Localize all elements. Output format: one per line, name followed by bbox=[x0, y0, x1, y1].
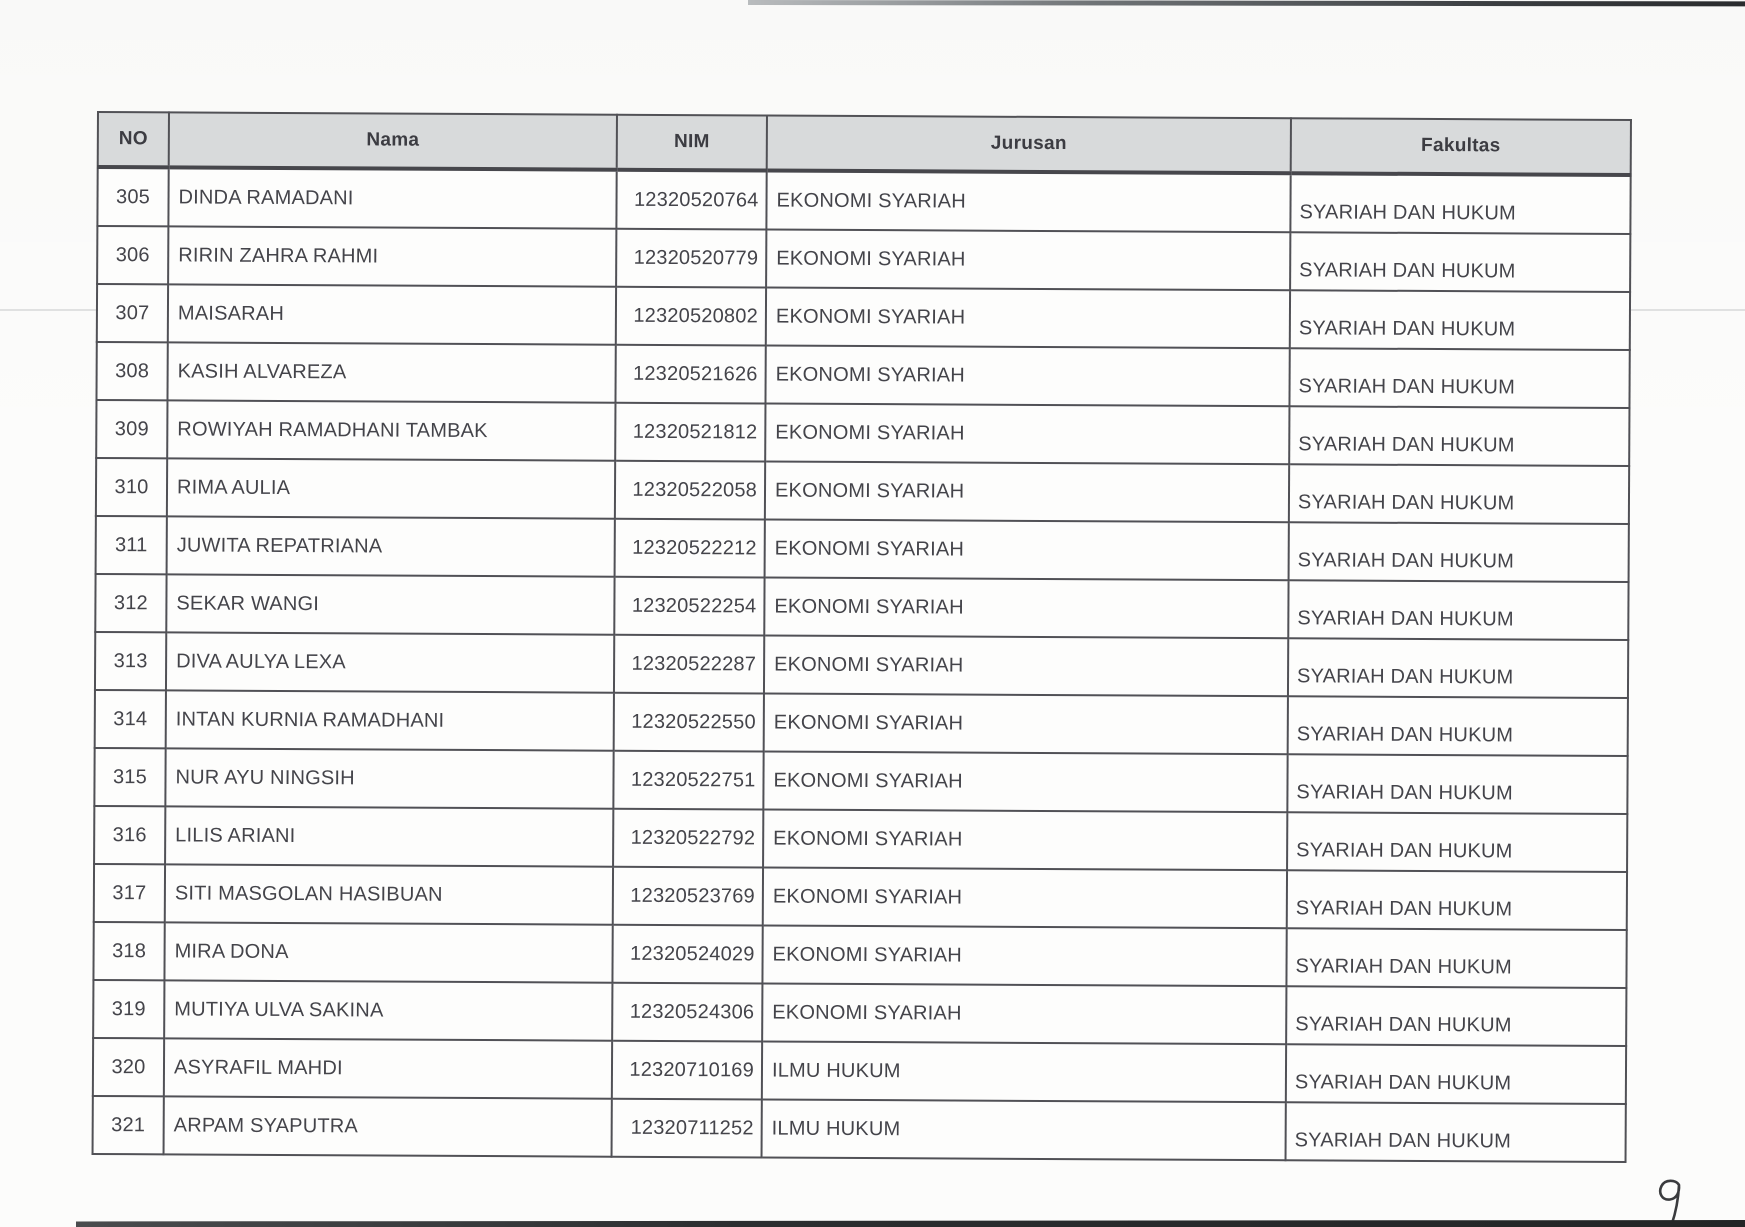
column-header-no: NO bbox=[98, 112, 169, 167]
table-row bbox=[94, 864, 1627, 930]
table-row bbox=[97, 284, 1630, 350]
row-no: 308 bbox=[96, 342, 167, 400]
row-fakultas: SYARIAH DAN HUKUM bbox=[1286, 1102, 1626, 1162]
row-no: 317 bbox=[94, 864, 165, 922]
row-jurusan: EKONOMI SYARIAH bbox=[762, 925, 1286, 986]
row-fakultas: SYARIAH DAN HUKUM bbox=[1288, 580, 1628, 640]
row-fakultas: SYARIAH DAN HUKUM bbox=[1289, 406, 1629, 466]
row-nama: RIMA AULIA bbox=[167, 458, 615, 518]
row-nama: DIVA AULYA LEXA bbox=[166, 632, 614, 692]
table-row bbox=[93, 1096, 1626, 1162]
row-jurusan: EKONOMI SYARIAH bbox=[765, 346, 1289, 407]
table-row bbox=[93, 1038, 1626, 1104]
row-jurusan: ILMU HUKUM bbox=[762, 1041, 1286, 1102]
row-fakultas: SYARIAH DAN HUKUM bbox=[1290, 173, 1630, 234]
row-nama: MAISARAH bbox=[168, 284, 616, 344]
column-header-nama: Nama bbox=[169, 112, 617, 169]
column-header-nim: NIM bbox=[617, 115, 767, 171]
row-jurusan: EKONOMI SYARIAH bbox=[763, 867, 1287, 928]
row-nim: 12320522212 bbox=[615, 519, 765, 578]
row-no: 315 bbox=[94, 748, 165, 806]
row-fakultas: SYARIAH DAN HUKUM bbox=[1289, 348, 1629, 408]
table-row bbox=[94, 748, 1627, 814]
row-fakultas: SYARIAH DAN HUKUM bbox=[1287, 754, 1627, 814]
row-fakultas: SYARIAH DAN HUKUM bbox=[1288, 638, 1628, 698]
row-no: 316 bbox=[94, 806, 165, 864]
row-fakultas: SYARIAH DAN HUKUM bbox=[1287, 812, 1627, 872]
row-nim: 12320520802 bbox=[616, 287, 766, 346]
table-row bbox=[96, 516, 1629, 582]
row-nim: 12320520764 bbox=[616, 170, 766, 230]
row-jurusan: EKONOMI SYARIAH bbox=[766, 288, 1290, 349]
table-row bbox=[93, 922, 1626, 988]
row-nama: RIRIN ZAHRA RAHMI bbox=[168, 226, 616, 286]
table-row bbox=[93, 980, 1626, 1046]
row-jurusan: EKONOMI SYARIAH bbox=[762, 983, 1286, 1044]
row-jurusan: EKONOMI SYARIAH bbox=[764, 578, 1288, 639]
table-row bbox=[96, 342, 1629, 408]
row-nim: 12320522792 bbox=[613, 809, 763, 868]
row-jurusan: EKONOMI SYARIAH bbox=[766, 171, 1290, 233]
row-fakultas: SYARIAH DAN HUKUM bbox=[1286, 986, 1626, 1046]
row-fakultas: SYARIAH DAN HUKUM bbox=[1286, 1044, 1626, 1104]
row-nama: INTAN KURNIA RAMADHANI bbox=[166, 690, 614, 750]
row-nim: 12320711252 bbox=[612, 1099, 762, 1158]
row-no: 314 bbox=[95, 690, 166, 748]
row-jurusan: EKONOMI SYARIAH bbox=[766, 230, 1290, 291]
table-row bbox=[97, 226, 1630, 292]
row-fakultas: SYARIAH DAN HUKUM bbox=[1288, 696, 1628, 756]
row-nim: 12320710169 bbox=[612, 1041, 762, 1100]
row-nim: 12320521812 bbox=[615, 403, 765, 462]
table-row bbox=[97, 167, 1630, 234]
table-header-row bbox=[98, 112, 1631, 175]
row-nim: 12320522287 bbox=[614, 635, 764, 694]
student-roster-table bbox=[92, 111, 1630, 1163]
row-nama: SEKAR WANGI bbox=[166, 574, 614, 634]
row-nim: 12320523769 bbox=[613, 867, 763, 926]
row-no: 312 bbox=[95, 574, 166, 632]
row-nama: JUWITA REPATRIANA bbox=[167, 516, 615, 576]
row-no: 321 bbox=[93, 1096, 164, 1154]
row-nim: 12320522254 bbox=[614, 577, 764, 636]
table-row bbox=[96, 400, 1629, 466]
row-nim: 12320524306 bbox=[612, 983, 762, 1042]
column-header-fakultas: Fakultas bbox=[1291, 118, 1631, 175]
row-nama: LILIS ARIANI bbox=[165, 806, 613, 866]
row-fakultas: SYARIAH DAN HUKUM bbox=[1289, 464, 1629, 524]
row-nim: 12320522550 bbox=[614, 693, 764, 752]
row-nama: SITI MASGOLAN HASIBUAN bbox=[165, 864, 613, 924]
row-jurusan: EKONOMI SYARIAH bbox=[763, 809, 1287, 870]
table-row bbox=[94, 806, 1627, 872]
row-nama: ARPAM SYAPUTRA bbox=[164, 1096, 612, 1156]
row-nim: 12320522751 bbox=[613, 751, 763, 810]
row-fakultas: SYARIAH DAN HUKUM bbox=[1289, 522, 1629, 582]
column-header-jurusan: Jurusan bbox=[767, 116, 1291, 174]
row-nim: 12320521626 bbox=[615, 345, 765, 404]
row-no: 320 bbox=[93, 1038, 164, 1096]
row-no: 306 bbox=[97, 226, 168, 284]
row-no: 318 bbox=[93, 922, 164, 980]
row-no: 311 bbox=[96, 516, 167, 574]
row-jurusan: EKONOMI SYARIAH bbox=[765, 462, 1289, 523]
row-jurusan: EKONOMI SYARIAH bbox=[763, 751, 1287, 812]
row-jurusan: EKONOMI SYARIAH bbox=[765, 520, 1289, 581]
row-jurusan: EKONOMI SYARIAH bbox=[765, 404, 1289, 465]
row-nim: 12320520779 bbox=[616, 229, 766, 288]
row-fakultas: SYARIAH DAN HUKUM bbox=[1290, 232, 1630, 292]
row-nama: DINDA RAMADANI bbox=[168, 167, 616, 228]
row-fakultas: SYARIAH DAN HUKUM bbox=[1290, 290, 1630, 350]
row-nama: MUTIYA ULVA SAKINA bbox=[164, 980, 612, 1040]
row-jurusan: EKONOMI SYARIAH bbox=[764, 636, 1288, 697]
row-jurusan: ILMU HUKUM bbox=[762, 1099, 1286, 1160]
row-no: 310 bbox=[96, 458, 167, 516]
table-row bbox=[96, 458, 1629, 524]
row-nim: 12320524029 bbox=[612, 925, 762, 984]
row-fakultas: SYARIAH DAN HUKUM bbox=[1287, 870, 1627, 930]
row-nama: KASIH ALVAREZA bbox=[167, 342, 615, 402]
row-no: 309 bbox=[96, 400, 167, 458]
row-nama: NUR AYU NINGSIH bbox=[165, 748, 613, 808]
row-nama: ROWIYAH RAMADHANI TAMBAK bbox=[167, 400, 615, 460]
row-no: 305 bbox=[97, 167, 168, 226]
row-nama: MIRA DONA bbox=[164, 922, 612, 982]
table-row bbox=[95, 690, 1628, 756]
scan-edge-artifact-bottom bbox=[76, 1220, 1745, 1227]
row-fakultas: SYARIAH DAN HUKUM bbox=[1286, 928, 1626, 988]
row-nim: 12320522058 bbox=[615, 461, 765, 520]
table-row bbox=[95, 574, 1628, 640]
row-no: 307 bbox=[97, 284, 168, 342]
row-no: 313 bbox=[95, 632, 166, 690]
row-nama: ASYRAFIL MAHDI bbox=[164, 1038, 612, 1098]
table-row bbox=[95, 632, 1628, 698]
row-no: 319 bbox=[93, 980, 164, 1038]
scan-edge-artifact-top bbox=[748, 0, 1745, 6]
row-jurusan: EKONOMI SYARIAH bbox=[764, 694, 1288, 755]
